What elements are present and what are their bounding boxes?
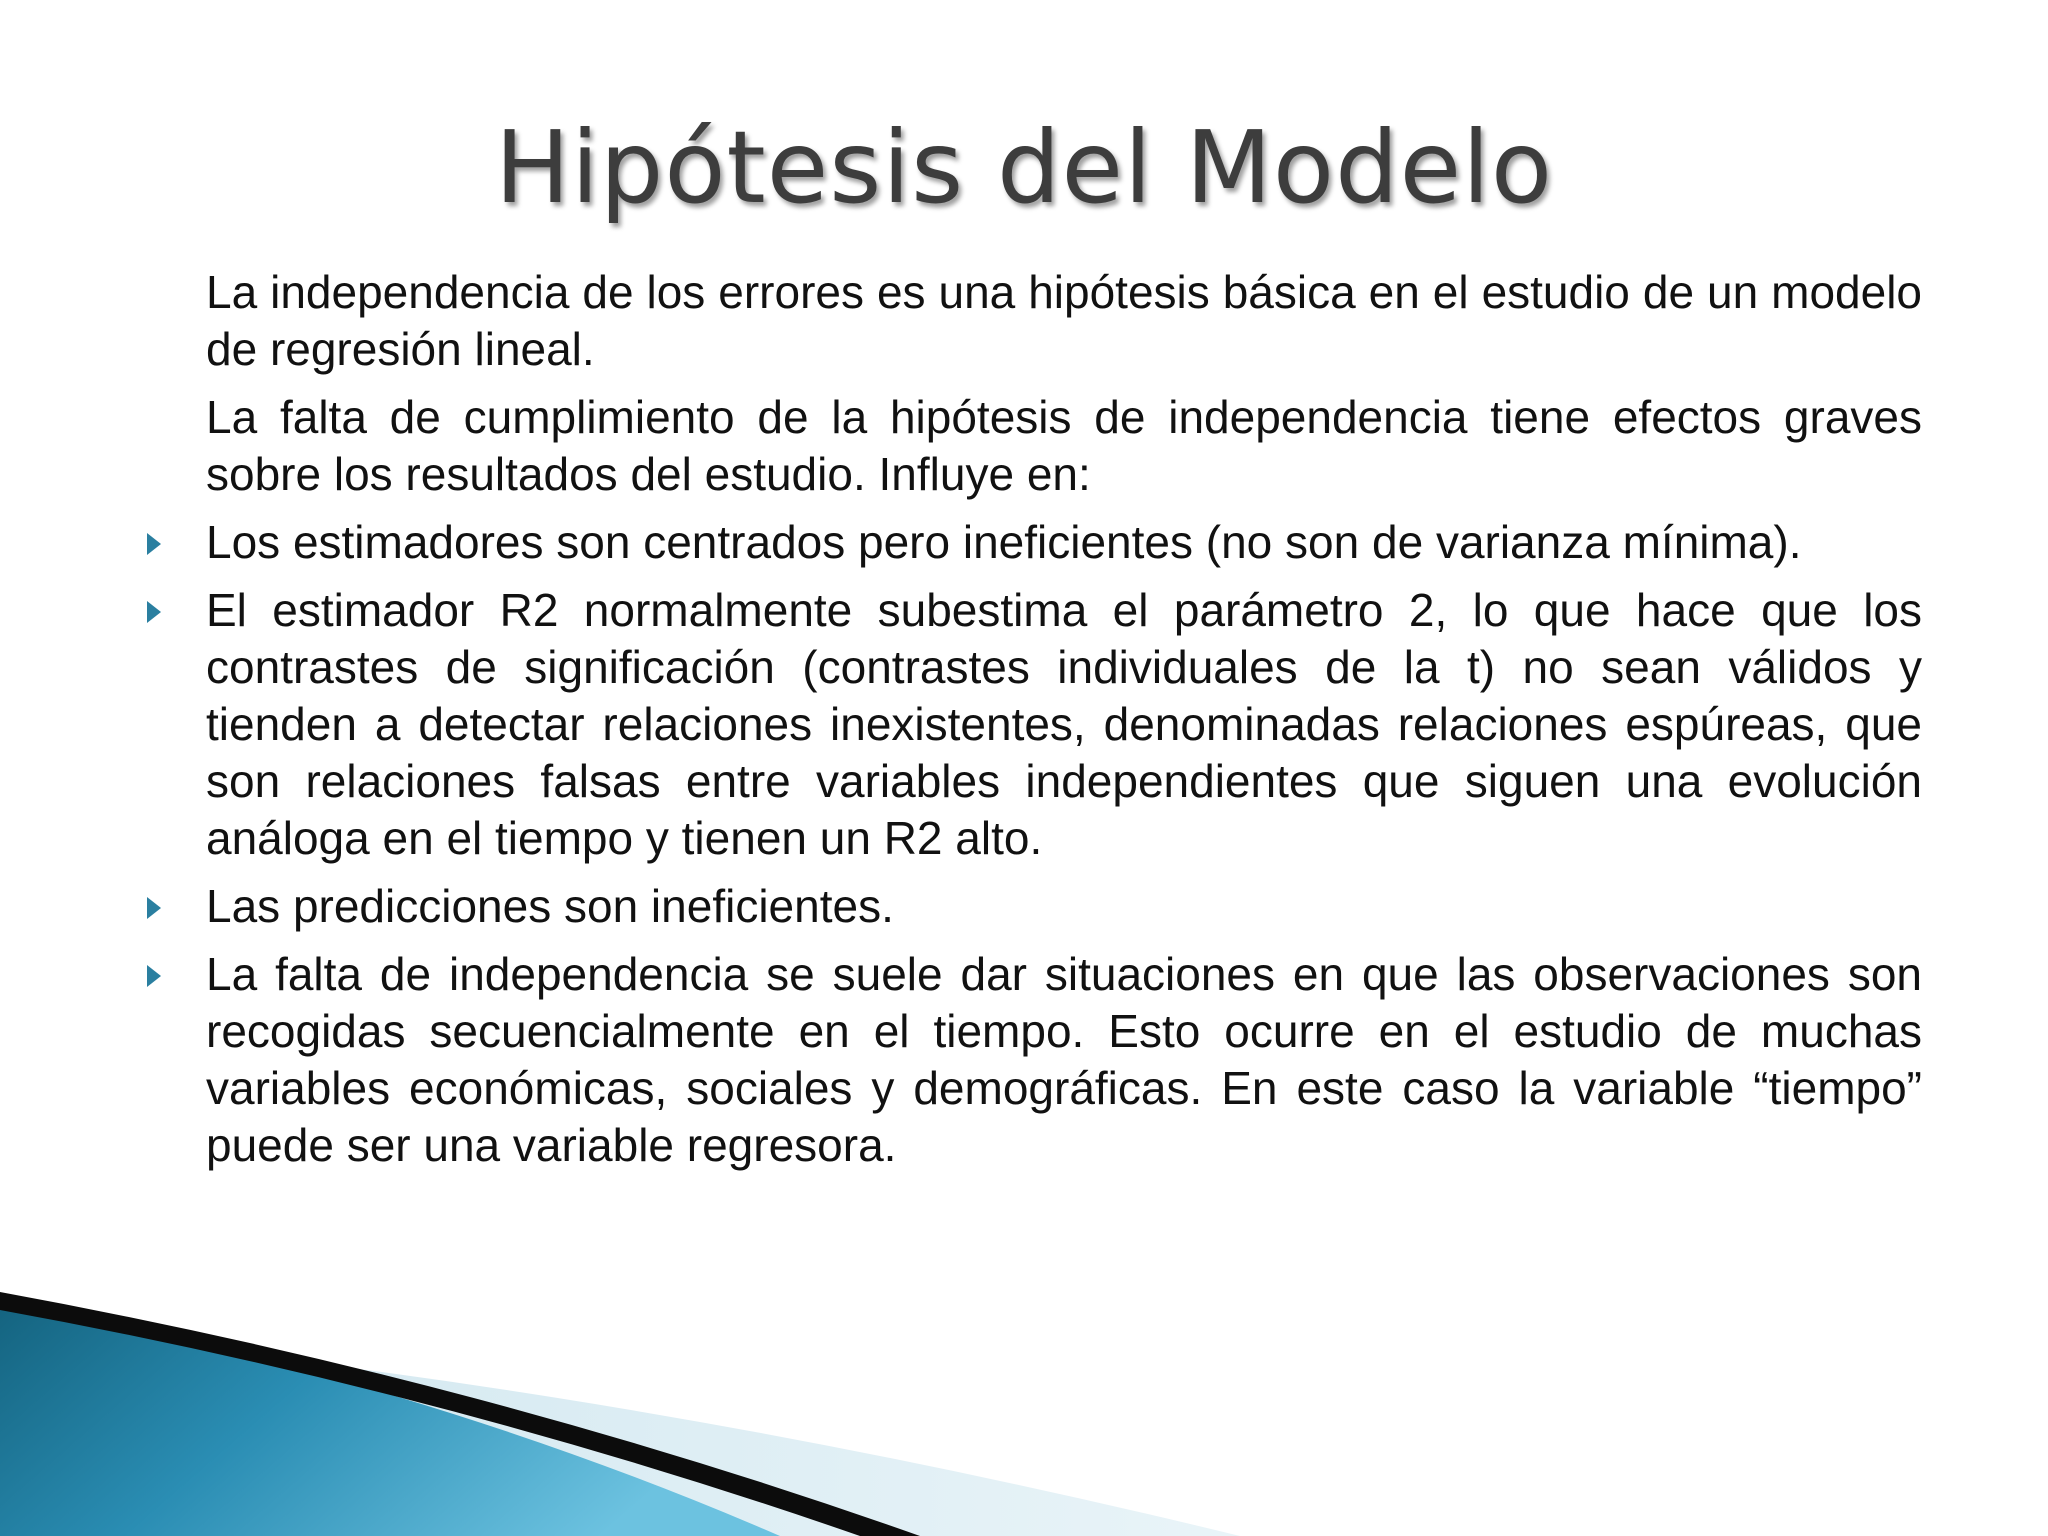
bullet-text: La falta de independencia se suele dar situaciones en que las observaciones son recogidas secuencialmente en el tiempo. Esto ocurre en el estudio de muchas variables económicas, sociales y demográficas. En este caso la variable “tiempo” puede ser una variable regresora. xyxy=(206,948,1922,1171)
triangle-bullet-icon xyxy=(147,897,161,919)
triangle-bullet-icon xyxy=(147,965,161,987)
triangle-bullet-icon xyxy=(147,601,161,623)
bullet-item xyxy=(206,878,1922,935)
slide-body xyxy=(206,264,1922,1185)
slide-title: Hipótesis del Modelo xyxy=(494,109,1554,226)
bullet-item xyxy=(206,582,1922,867)
bullet-text: Las predicciones son ineficientes. xyxy=(206,880,894,932)
paragraph-text: La falta de cumplimiento de la hipótesis de independencia tiene efectos graves sobre los resultados del estudio. Influye en: xyxy=(206,391,1922,500)
bullet-text: El estimador R2 normalmente subestima el parámetro 2, lo que hace que los contrastes de significación (contrastes individuales de la t) no sean válidos y tienden a detectar relaciones inexistentes, denominadas relaciones espúreas, que son relaciones falsas entre variables independientes que siguen una evolución análoga en el tiempo y tienen un R2 alto. xyxy=(206,584,1922,864)
bullet-text: Los estimadores son centrados pero ineficientes (no son de varianza mínima). xyxy=(206,516,1802,568)
paragraph xyxy=(206,389,1922,503)
bullet-item xyxy=(206,946,1922,1174)
paragraph-text: La independencia de los errores es una hipótesis básica en el estudio de un modelo de regresión lineal. xyxy=(206,266,1922,375)
bullet-item xyxy=(206,514,1922,571)
paragraph xyxy=(206,264,1922,378)
triangle-bullet-icon xyxy=(147,533,161,555)
